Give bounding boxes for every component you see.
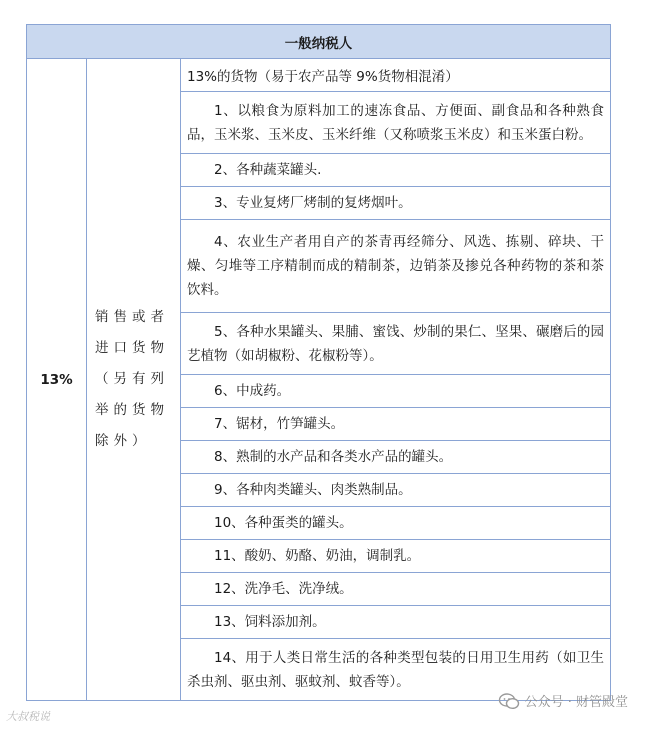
goods-item: 7、锯材，竹笋罐头。	[181, 408, 611, 441]
table-row	[27, 59, 611, 92]
goods-item: 3、专业复烤厂烤制的复烤烟叶。	[181, 187, 611, 220]
goods-item: 2、各种蔬菜罐头.	[181, 154, 611, 187]
goods-item: 11、酸奶、奶酪、奶油，调制乳。	[181, 540, 611, 573]
watermark	[498, 691, 628, 710]
wechat-icon	[498, 692, 520, 710]
title-row	[27, 25, 611, 59]
goods-item: 13、饲料添加剂。	[181, 606, 611, 639]
tax-rate-table	[26, 24, 611, 701]
goods-heading: 13%的货物（易于农产品等 9%货物相混淆）	[181, 59, 611, 92]
goods-item: 6、中成药。	[181, 375, 611, 408]
scope-cell: 销售或者进口货物（另有列举的货物除外）	[87, 59, 181, 701]
table-title: 一般纳税人	[27, 25, 611, 59]
goods-item: 1、以粮食为原料加工的速冻食品、方便面、副食品和各种熟食品，玉米浆、玉米皮、玉米纤维（又称喷浆玉米皮）和玉米蛋白粉。	[181, 92, 611, 154]
goods-item: 14、用于人类日常生活的各种类型包装的日用卫生用药（如卫生杀虫剂、驱虫剂、驱蚊剂、蚊香等）。	[181, 639, 611, 701]
goods-item: 9、各种肉类罐头、肉类熟制品。	[181, 474, 611, 507]
goods-item: 8、熟制的水产品和各类水产品的罐头。	[181, 441, 611, 474]
corner-watermark: 大叔税说	[6, 710, 50, 723]
rate-cell: 13%	[27, 59, 87, 701]
goods-item: 12、洗净毛、洗净绒。	[181, 573, 611, 606]
goods-item: 4、农业生产者用自产的茶青再经筛分、风选、拣剔、碎块、干燥、匀堆等工序精制而成的精制茶，边销茶及掺兑各种药物的茶和茶饮料。	[181, 220, 611, 313]
goods-item: 10、各种蛋类的罐头。	[181, 507, 611, 540]
watermark-text: 公众号 · 财管殿堂	[524, 695, 628, 710]
goods-item: 5、各种水果罐头、果脯、蜜饯、炒制的果仁、坚果、碾磨后的园艺植物（如胡椒粉、花椒粉等）。	[181, 313, 611, 375]
